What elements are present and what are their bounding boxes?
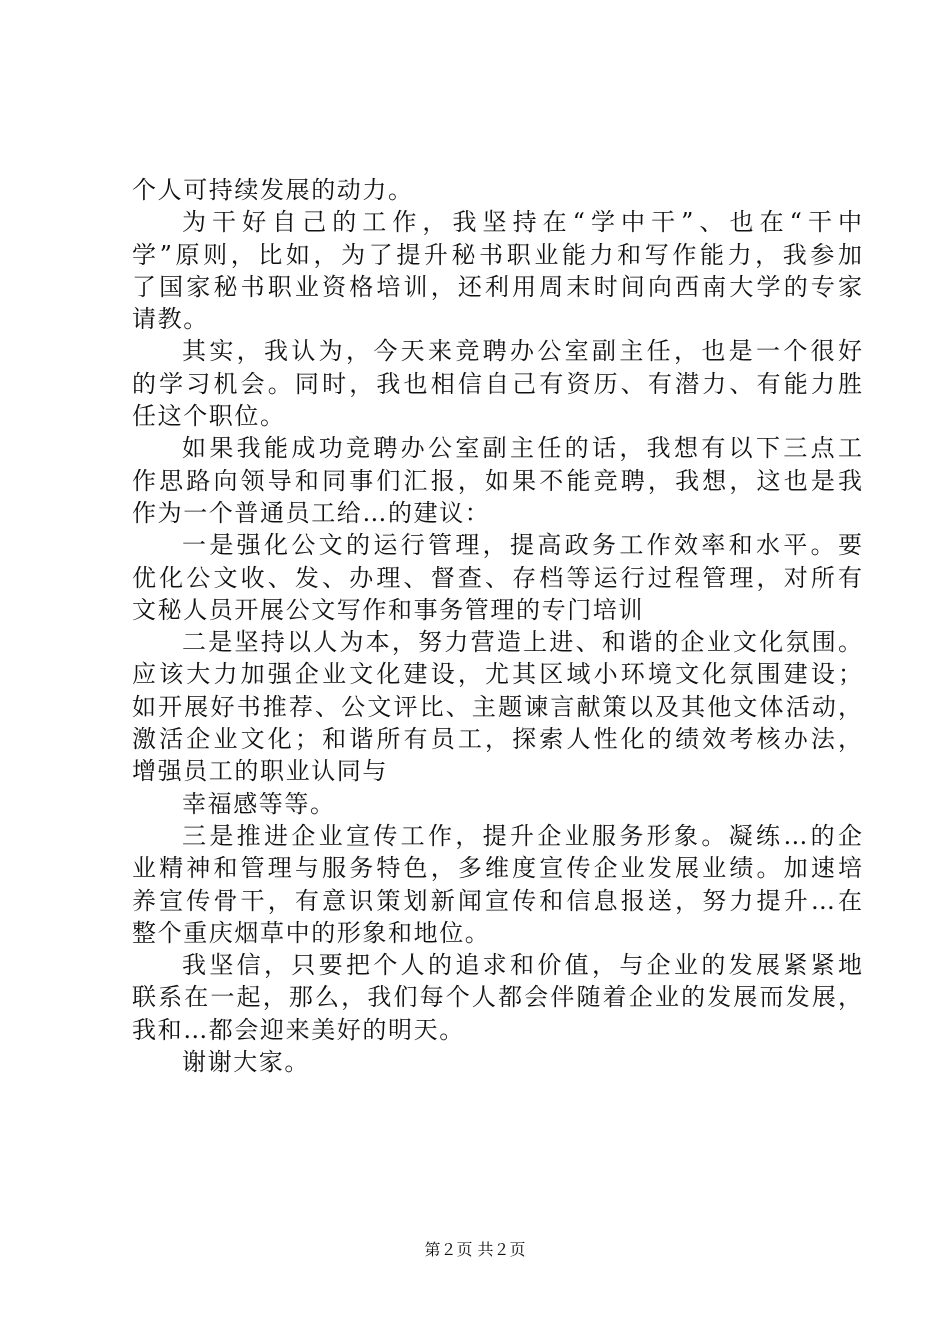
text-line: 我坚信，只要把个人的追求和价值，与企业的发展紧紧地: [182, 951, 862, 980]
text-line: 如果我能成功竞聘办公室副主任的话，我想有以下三点工: [182, 434, 862, 463]
text-line: 请教。: [132, 305, 209, 334]
text-line: 应该大力加强企业文化建设，尤其区域小环境文化氛围建设；: [132, 660, 862, 689]
text-line: 一是强化公文的运行管理，提高政务工作效率和水平。要: [182, 531, 862, 560]
text-line: 作思路向领导和同事们汇报，如果不能竞聘，我想，这也是我: [132, 466, 862, 495]
text-line: 如开展好书推荐、公文评比、主题谏言献策以及其他文体活动，: [132, 692, 862, 721]
text-line: 我和…都会迎来美好的明天。: [132, 1015, 465, 1044]
text-line: 了国家秘书职业资格培训，还利用周末时间向西南大学的专家: [132, 272, 862, 301]
text-line: 作为一个普通员工给…的建议：: [132, 498, 491, 527]
text-line: 优化公文收、发、办理、督查、存档等运行过程管理，对所有: [132, 563, 862, 592]
text-line: 二是坚持以人为本，努力营造上进、和谐的企业文化氛围。: [182, 628, 862, 657]
text-line: 任这个职位。: [132, 402, 286, 431]
text-line: 个人可持续发展的动力。: [132, 176, 414, 204]
text-line: 谢谢大家。: [182, 1048, 310, 1077]
text-line: 增强员工的职业认同与: [132, 757, 388, 786]
text-line: 业精神和管理与服务特色，多维度宣传企业发展业绩。加速培: [132, 854, 862, 883]
text-line: 联系在一起，那么，我们每个人都会伴随着企业的发展而发展，: [132, 983, 862, 1012]
text-line: 三是推进企业宣传工作，提升企业服务形象。凝练…的企: [182, 821, 862, 850]
text-line: 整个重庆烟草中的形象和地位。: [132, 918, 491, 947]
text-line: 激活企业文化；和谐所有员工，探索人性化的绩效考核办法，: [132, 725, 862, 754]
text-line: 的学习机会。同时，我也相信自己有资历、有潜力、有能力胜: [132, 369, 862, 398]
page-footer: 第２页 共２页: [424, 1240, 526, 1259]
text-line: 文秘人员开展公文写作和事务管理的专门培训: [132, 595, 644, 624]
text-line: 为干好自己的工作，我坚持在“学中干”、也在“干中: [182, 208, 862, 237]
text-line: 学”原则，比如，为了提升秘书职业能力和写作能力，我参加: [132, 240, 862, 269]
text-line: 幸福感等等。: [182, 789, 336, 818]
document-body: [132, 174, 862, 1078]
text-line: 养宣传骨干，有意识策划新闻宣传和信息报送，努力提升…在: [132, 886, 862, 915]
text-line: 其实，我认为，今天来竞聘办公室副主任，也是一个很好: [182, 337, 862, 366]
